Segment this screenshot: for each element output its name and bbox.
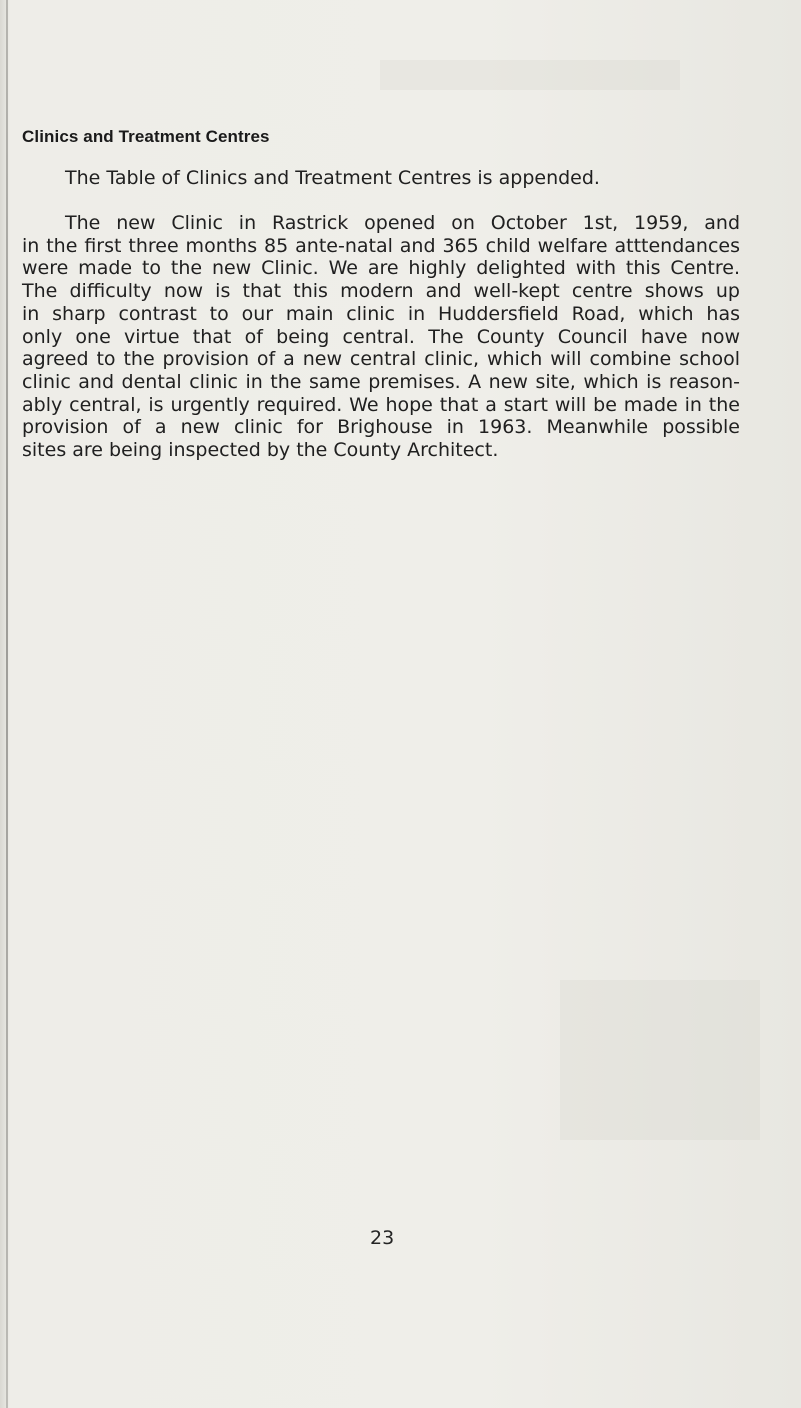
show-through-mark [380,60,680,90]
paragraph-line: in the first three months 85 ante-natal and 365 child welfare atttendances [22,234,740,257]
page-number: 23 [370,1227,395,1249]
binding-edge [6,0,8,1408]
paragraph-line: agreed to the provision of a new central clinic, which will combine school [22,348,740,371]
section-heading: Clinics and Treatment Centres [22,127,270,146]
paragraph-line: in sharp contrast to our main clinic in Huddersfield Road, which has [22,302,740,325]
paragraph-line: sites are being inspected by the County Architect. [22,439,499,462]
intro-sentence: The Table of Clinics and Treatment Centres is appended. [65,167,600,189]
paragraph-line: only one virtue that of being central. The County Council have now [22,325,740,348]
paragraph-line: The difficulty now is that this modern and well-kept centre shows up [22,280,740,303]
paragraph-line: were made to the new Clinic. We are highly delighted with this Centre. [22,257,740,280]
paragraph-line: ably central, is urgently required. We hope that a start will be made in the [22,393,740,416]
body-paragraph [22,212,740,462]
paragraph-line: clinic and dental clinic in the same premises. A new site, which is reason- [22,370,740,393]
show-through-mark [560,980,760,1140]
paragraph-line: provision of a new clinic for Brighouse in 1963. Meanwhile possible [22,416,740,439]
paragraph-line: The new Clinic in Rastrick opened on October 1st, 1959, and [65,212,740,234]
